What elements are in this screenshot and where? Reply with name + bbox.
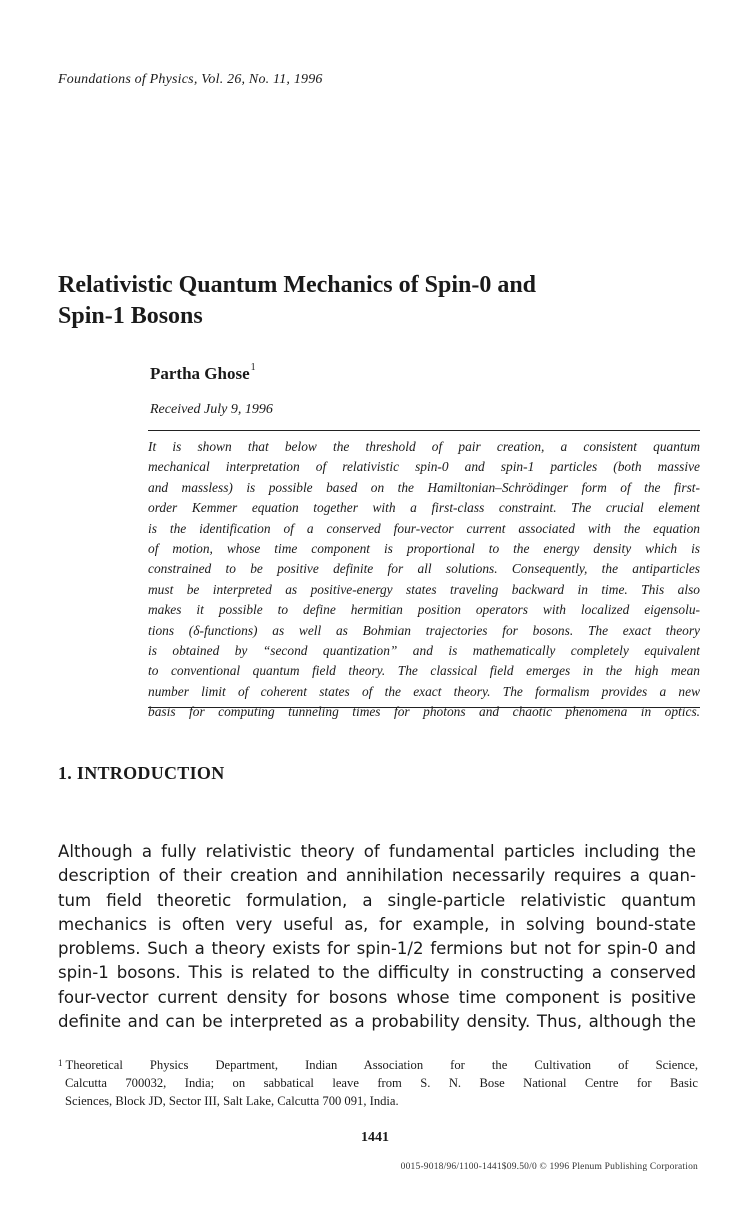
abstract-line: constrained to be positive definite for all solutions. Consequently, the antiparticles bbox=[148, 561, 700, 577]
paragraph-line: Although a fully relativistic theory of fundamental particles including the bbox=[58, 842, 696, 861]
paragraph-line: description of their creation and annihilation necessarily requires a quan- bbox=[58, 866, 696, 886]
footnote bbox=[58, 1056, 698, 1110]
paragraph-line: problems. Such a theory exists for spin-1/2 fermions but not for spin-0 and bbox=[58, 939, 696, 959]
paper-title-line-2: Spin-1 Bosons bbox=[58, 303, 203, 329]
abstract-line: It is shown that below the threshold of pair creation, a consistent quantum bbox=[148, 439, 700, 454]
footnote-mark: 1 bbox=[58, 1058, 63, 1068]
paragraph-line: four-vector current density for bosons whose time component is positive bbox=[58, 987, 696, 1007]
abstract-line: of motion, whose time component is proportional to the energy density which is bbox=[148, 540, 700, 556]
abstract-line: order Kemmer equation together with a first-class constraint. The crucial element bbox=[148, 500, 700, 516]
abstract-line: makes it possible to define hermitian position operators with localized eigensolu- bbox=[148, 602, 700, 618]
abstract-line: is obtained by “second quantization” and is mathematically completely equivalent bbox=[148, 642, 700, 658]
footnote-line: Calcutta 700032, India; on sabbatical leave from S. N. Bose National Centre for Basic bbox=[65, 1076, 698, 1090]
abstract-bottom-rule bbox=[148, 707, 700, 708]
footnote-line: Sciences, Block JD, Sector III, Salt Lake, Calcutta 700 091, India. bbox=[65, 1094, 399, 1108]
abstract-top-rule bbox=[148, 430, 700, 431]
copyright-line: 0015-9018/96/1100-1441$09.50/0 © 1996 Plenum Publishing Corporation bbox=[400, 1162, 698, 1172]
paragraph-line: mechanics is often very useful as, for example, in solving bound-state bbox=[58, 914, 696, 934]
abstract-line: basis for computing tunneling times for photons and chaotic phenomena in optics. bbox=[148, 704, 700, 720]
author-block bbox=[150, 364, 256, 384]
abstract-line: tions (δ-functions) as well as Bohmian trajectories for bosons. The exact theory bbox=[148, 622, 700, 638]
paper-title bbox=[58, 270, 698, 332]
paragraph-line: spin-1 bosons. This is related to the difficulty in constructing a conserved bbox=[58, 963, 696, 983]
footnote-text: Theoretical Physics Department, Indian Association for the Cultivation of Science, bbox=[65, 1058, 698, 1072]
abstract-line: is the identification of a conserved four-vector current associated with the equation bbox=[148, 520, 700, 536]
abstract bbox=[148, 437, 700, 722]
introduction-paragraph bbox=[58, 840, 696, 1034]
journal-citation: Foundations of Physics, Vol. 26, No. 11, 1996 bbox=[58, 72, 323, 87]
abstract-line: to conventional quantum field theory. The classical field emerges in the high mean bbox=[148, 663, 700, 679]
page-number: 1441 bbox=[361, 1130, 389, 1145]
paragraph-line: tum field theoretic formulation, a single-particle relativistic quantum bbox=[58, 890, 696, 910]
abstract-line: and massless) is possible based on the Hamiltonian–Schrödinger form of the first- bbox=[148, 479, 700, 495]
paragraph-line: definite and can be interpreted as a probability density. Thus, although the bbox=[58, 1012, 696, 1032]
author-name: Partha Ghose bbox=[150, 364, 250, 383]
abstract-line: number limit of coherent states of the exact theory. The formalism provides a new bbox=[148, 683, 700, 699]
abstract-line: mechanical interpretation of relativistic spin-0 and spin-1 particles (both massive bbox=[148, 459, 700, 475]
abstract-line: must be interpreted as positive-energy states traveling backward in time. This also bbox=[148, 581, 700, 597]
section-heading: 1. INTRODUCTION bbox=[58, 763, 225, 783]
paper-title-line-1: Relativistic Quantum Mechanics of Spin-0 and bbox=[58, 272, 537, 298]
author-footnote-mark: 1 bbox=[250, 362, 256, 373]
footnote-line bbox=[58, 1056, 698, 1074]
received-date: Received July 9, 1996 bbox=[150, 402, 273, 417]
